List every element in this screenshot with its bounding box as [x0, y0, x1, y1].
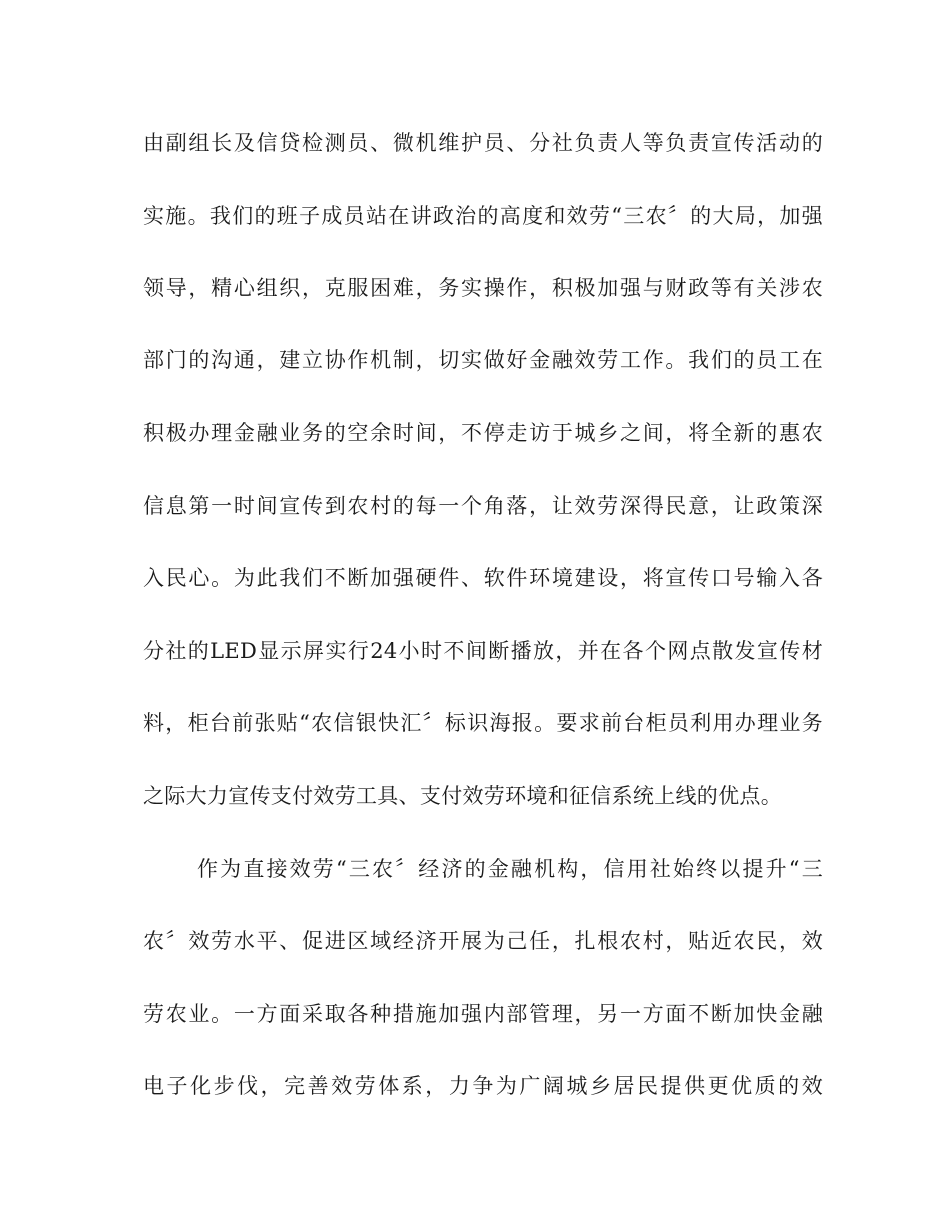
- paragraph-1-line-1: 由副组长及信贷检测员、微机维护员、分社负责人等负责宣传活动的: [143, 131, 823, 155]
- paragraph-1-line-8: 分社的LED显示屏实行24小时不间断播放，并在各个网点散发宣传材: [143, 639, 823, 663]
- paragraph-1-line-4: 部门的沟通，建立协作机制，切实做好金融效劳工作。我们的员工在: [143, 348, 823, 372]
- paragraph-2-line-3: 劳农业。一方面采取各种措施加强内部管理，另一方面不断加快金融: [143, 1002, 823, 1026]
- paragraph-1-line-10: 之际大力宣传支付效劳工具、支付效劳环境和征信系统上线的优点。: [143, 784, 782, 808]
- paragraph-1-line-5: 积极办理金融业务的空余时间，不停走访于城乡之间，将全新的惠农: [143, 421, 823, 445]
- paragraph-1-line-6: 信息第一时间宣传到农村的每一个角落，让效劳深得民意，让政策深: [143, 494, 823, 518]
- paragraph-1-line-7: 入民心。为此我们不断加强硬件、软件环境建设，将宣传口号输入各: [143, 566, 823, 590]
- paragraph-2-line-1: 作为直接效劳“三农〞经济的金融机构，信用社始终以提升“三: [197, 857, 823, 881]
- paragraph-1-line-2: 实施。我们的班子成员站在讲政治的高度和效劳“三农〞的大局，加强: [143, 204, 823, 228]
- paragraph-2-line-2: 农〞效劳水平、促进区域经济开展为己任，扎根农村，贴近农民，效: [143, 929, 823, 953]
- paragraph-1-line-3: 领导，精心组织，克服困难，务实操作，积极加强与财政等有关涉农: [143, 276, 823, 300]
- paragraph-2-line-4: 电子化步伐，完善效劳体系，力争为广阔城乡居民提供更优质的效: [143, 1074, 823, 1098]
- paragraph-1-line-9: 料，柜台前张贴“农信银快汇〞标识海报。要求前台柜员利用办理业务: [143, 711, 823, 735]
